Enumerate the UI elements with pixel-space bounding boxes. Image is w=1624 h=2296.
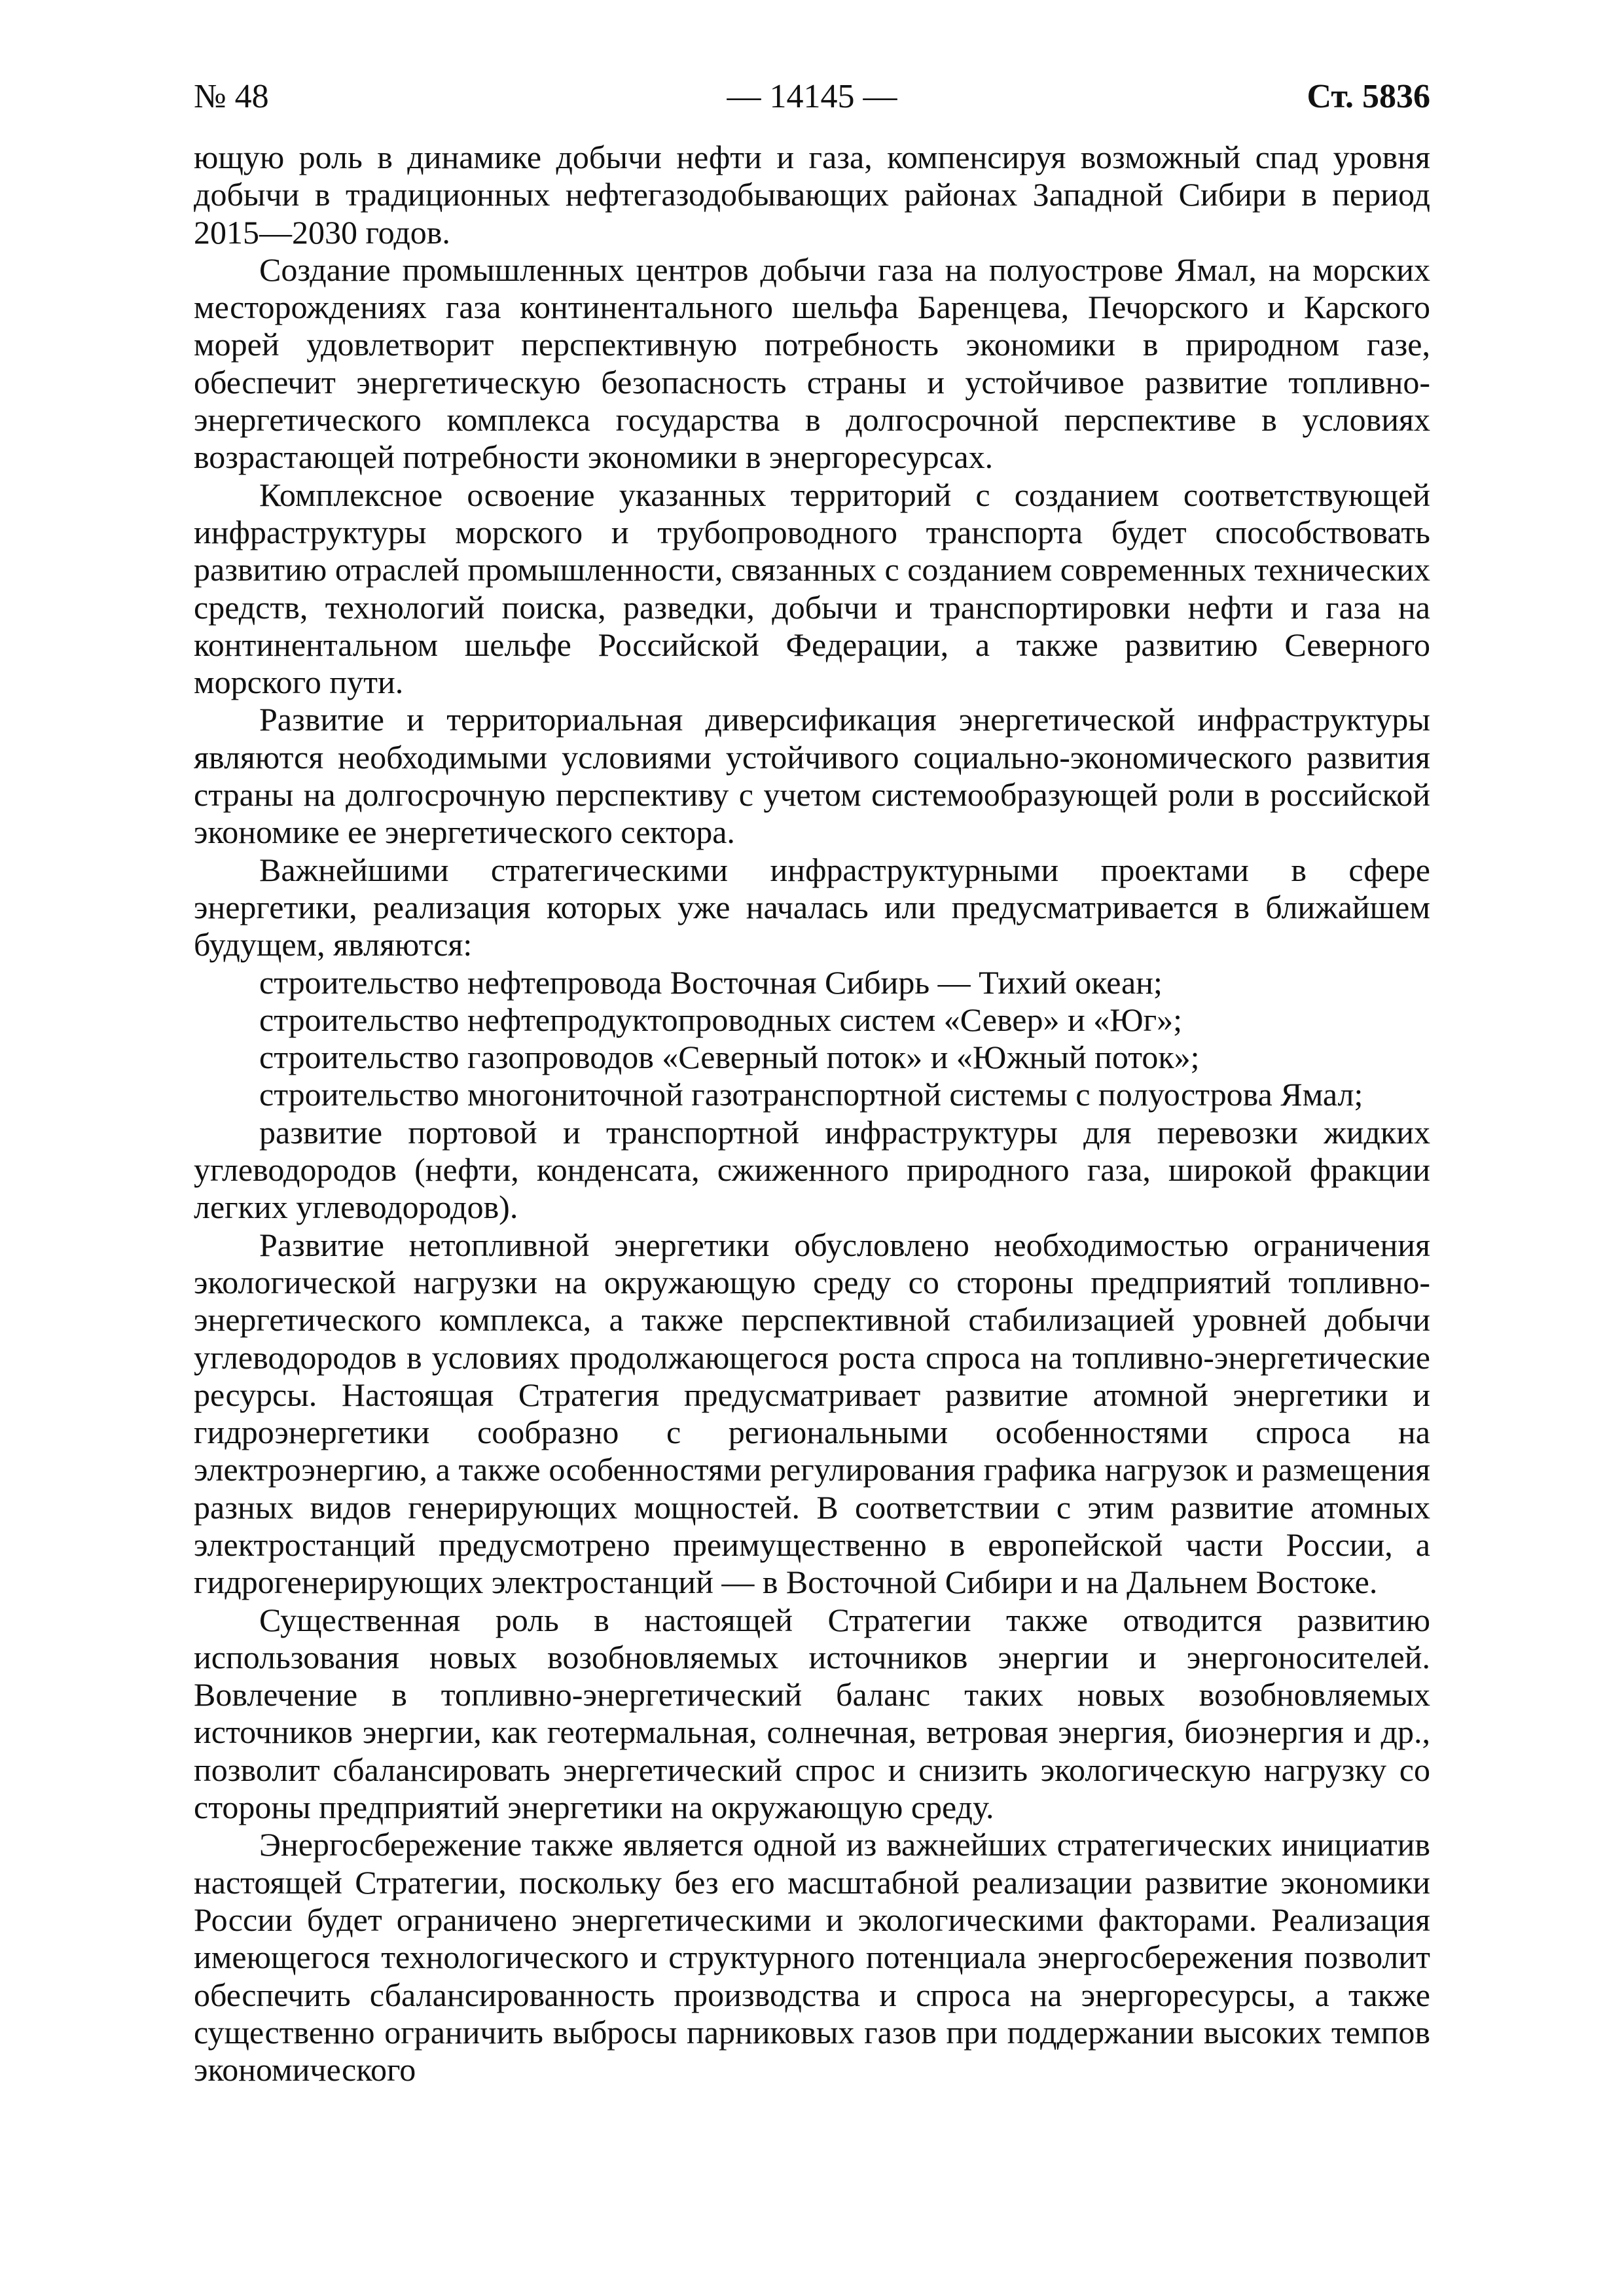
list-item: строительство нефтепровода Восточная Сибирь — Тихий океан; — [259, 963, 1163, 1001]
paragraph: Энергосбережение также является одной из важнейших стратегических инициатив настоящей Стратегии, поскольку без его масштабной реализации развитие экономики России будет ограничено энергетическими и экологическими факторами. Реализация имеющегося технологического и структурного потенциала энергосбережения позволит обеспечить сбалансированность производства и спроса на энергоресурсы, а также существенно ограничить выбросы парниковых газов при поддержании высоких темпов экономического — [194, 1826, 1430, 2089]
paragraph: Комплексное освоение указанных территорий с созданием соответствующей инфраструктуры морского и трубопроводного транспорта будет способствовать развитию отраслей промышленности, связанных с созданием современных технических средств, технологий поиска, разведки, добычи и транспортировки нефти и газа на континентальном шельфе Российской Федерации, а также развитию Северного морского пути. — [194, 476, 1430, 701]
page-header — [194, 73, 1430, 120]
article-number: Ст. 5836 — [1307, 78, 1430, 115]
paragraph: Важнейшими стратегическими инфраструктурными проектами в сфере энергетики, реализация которых уже началась или предусматривается в ближайшем будущем, являются: — [194, 851, 1430, 963]
page-number: — 14145 — — [727, 78, 897, 115]
paragraph: Существенная роль в настоящей Стратегии также отводится развитию использования новых возобновляемых источников энергии и энергоносителей. Вовлечение в топливно-энергетический баланс таких новых возобновляемых источников энергии, как геотермальная, солнечная, ветровая энергия, биоэнергия и др., позволит сбалансировать энергетический спрос и снизить экологическую нагрузку со стороны предприятий энергетики на окружающую среду. — [194, 1601, 1430, 1826]
list-item: строительство многониточной газотранспортной системы с полуострова Ямал; — [259, 1076, 1363, 1113]
paragraph: ющую роль в динамике добычи нефти и газа, компенсируя возможный спад уровня добычи в традиционных нефтегазодобывающих районах Западной Сибири в период 2015—2030 годов. — [194, 139, 1430, 251]
issue-number: № 48 — [194, 78, 269, 115]
paragraph: Создание промышленных центров добычи газа на полуострове Ямал, на морских месторождениях газа континентального шельфа Баренцева, Печорского и Карского морей удовлетворит перспективную потребность экономики в природном газе, обеспечит энергетическую безопасность страны и устойчивое развитие топливно-энергетического комплекса государства в долгосрочной перспективе в условиях возрастающей потребности экономики в энергоресурсах. — [194, 251, 1430, 476]
paragraph: Развитие нетопливной энергетики обусловлено необходимостью ограничения экологической нагрузки на окружающую среду со стороны предприятий топливно-энергетического комплекса, а также перспективной стабилизацией уровней добычи углеводородов в условиях продолжающегося роста спроса на топливно-энергетические ресурсы. Настоящая Стратегия предусматривает развитие атомной энергетики и гидроэнергетики сообразно с региональными особенностями спроса на электроэнергию, а также особенностями регулирования графика нагрузок и размещения разных видов генерирующих мощностей. В соответствии с этим развитие атомных электростанций предусмотрено преимущественно в европейской части России, а гидрогенерирующих электростанций — в Восточной Сибири и на Дальнем Востоке. — [194, 1226, 1430, 1601]
paragraph: Развитие и территориальная диверсификация энергетической инфраструктуры являются необходимыми условиями устойчивого социально-экономического развития страны на долгосрочную перспективу с учетом системообразующей роли в российской экономике ее энергетического сектора. — [194, 701, 1430, 851]
document-body — [194, 139, 1430, 2089]
list-item: строительство нефтепродуктопроводных систем «Север» и «Юг»; — [259, 1001, 1183, 1038]
list-item: строительство газопроводов «Северный поток» и «Южный поток»; — [259, 1039, 1200, 1076]
list-item: развитие портовой и транспортной инфраструктуры для перевозки жидких углеводородов (нефти, конденсата, сжиженного природного газа, широкой фракции легких углеводородов). — [194, 1113, 1430, 1226]
